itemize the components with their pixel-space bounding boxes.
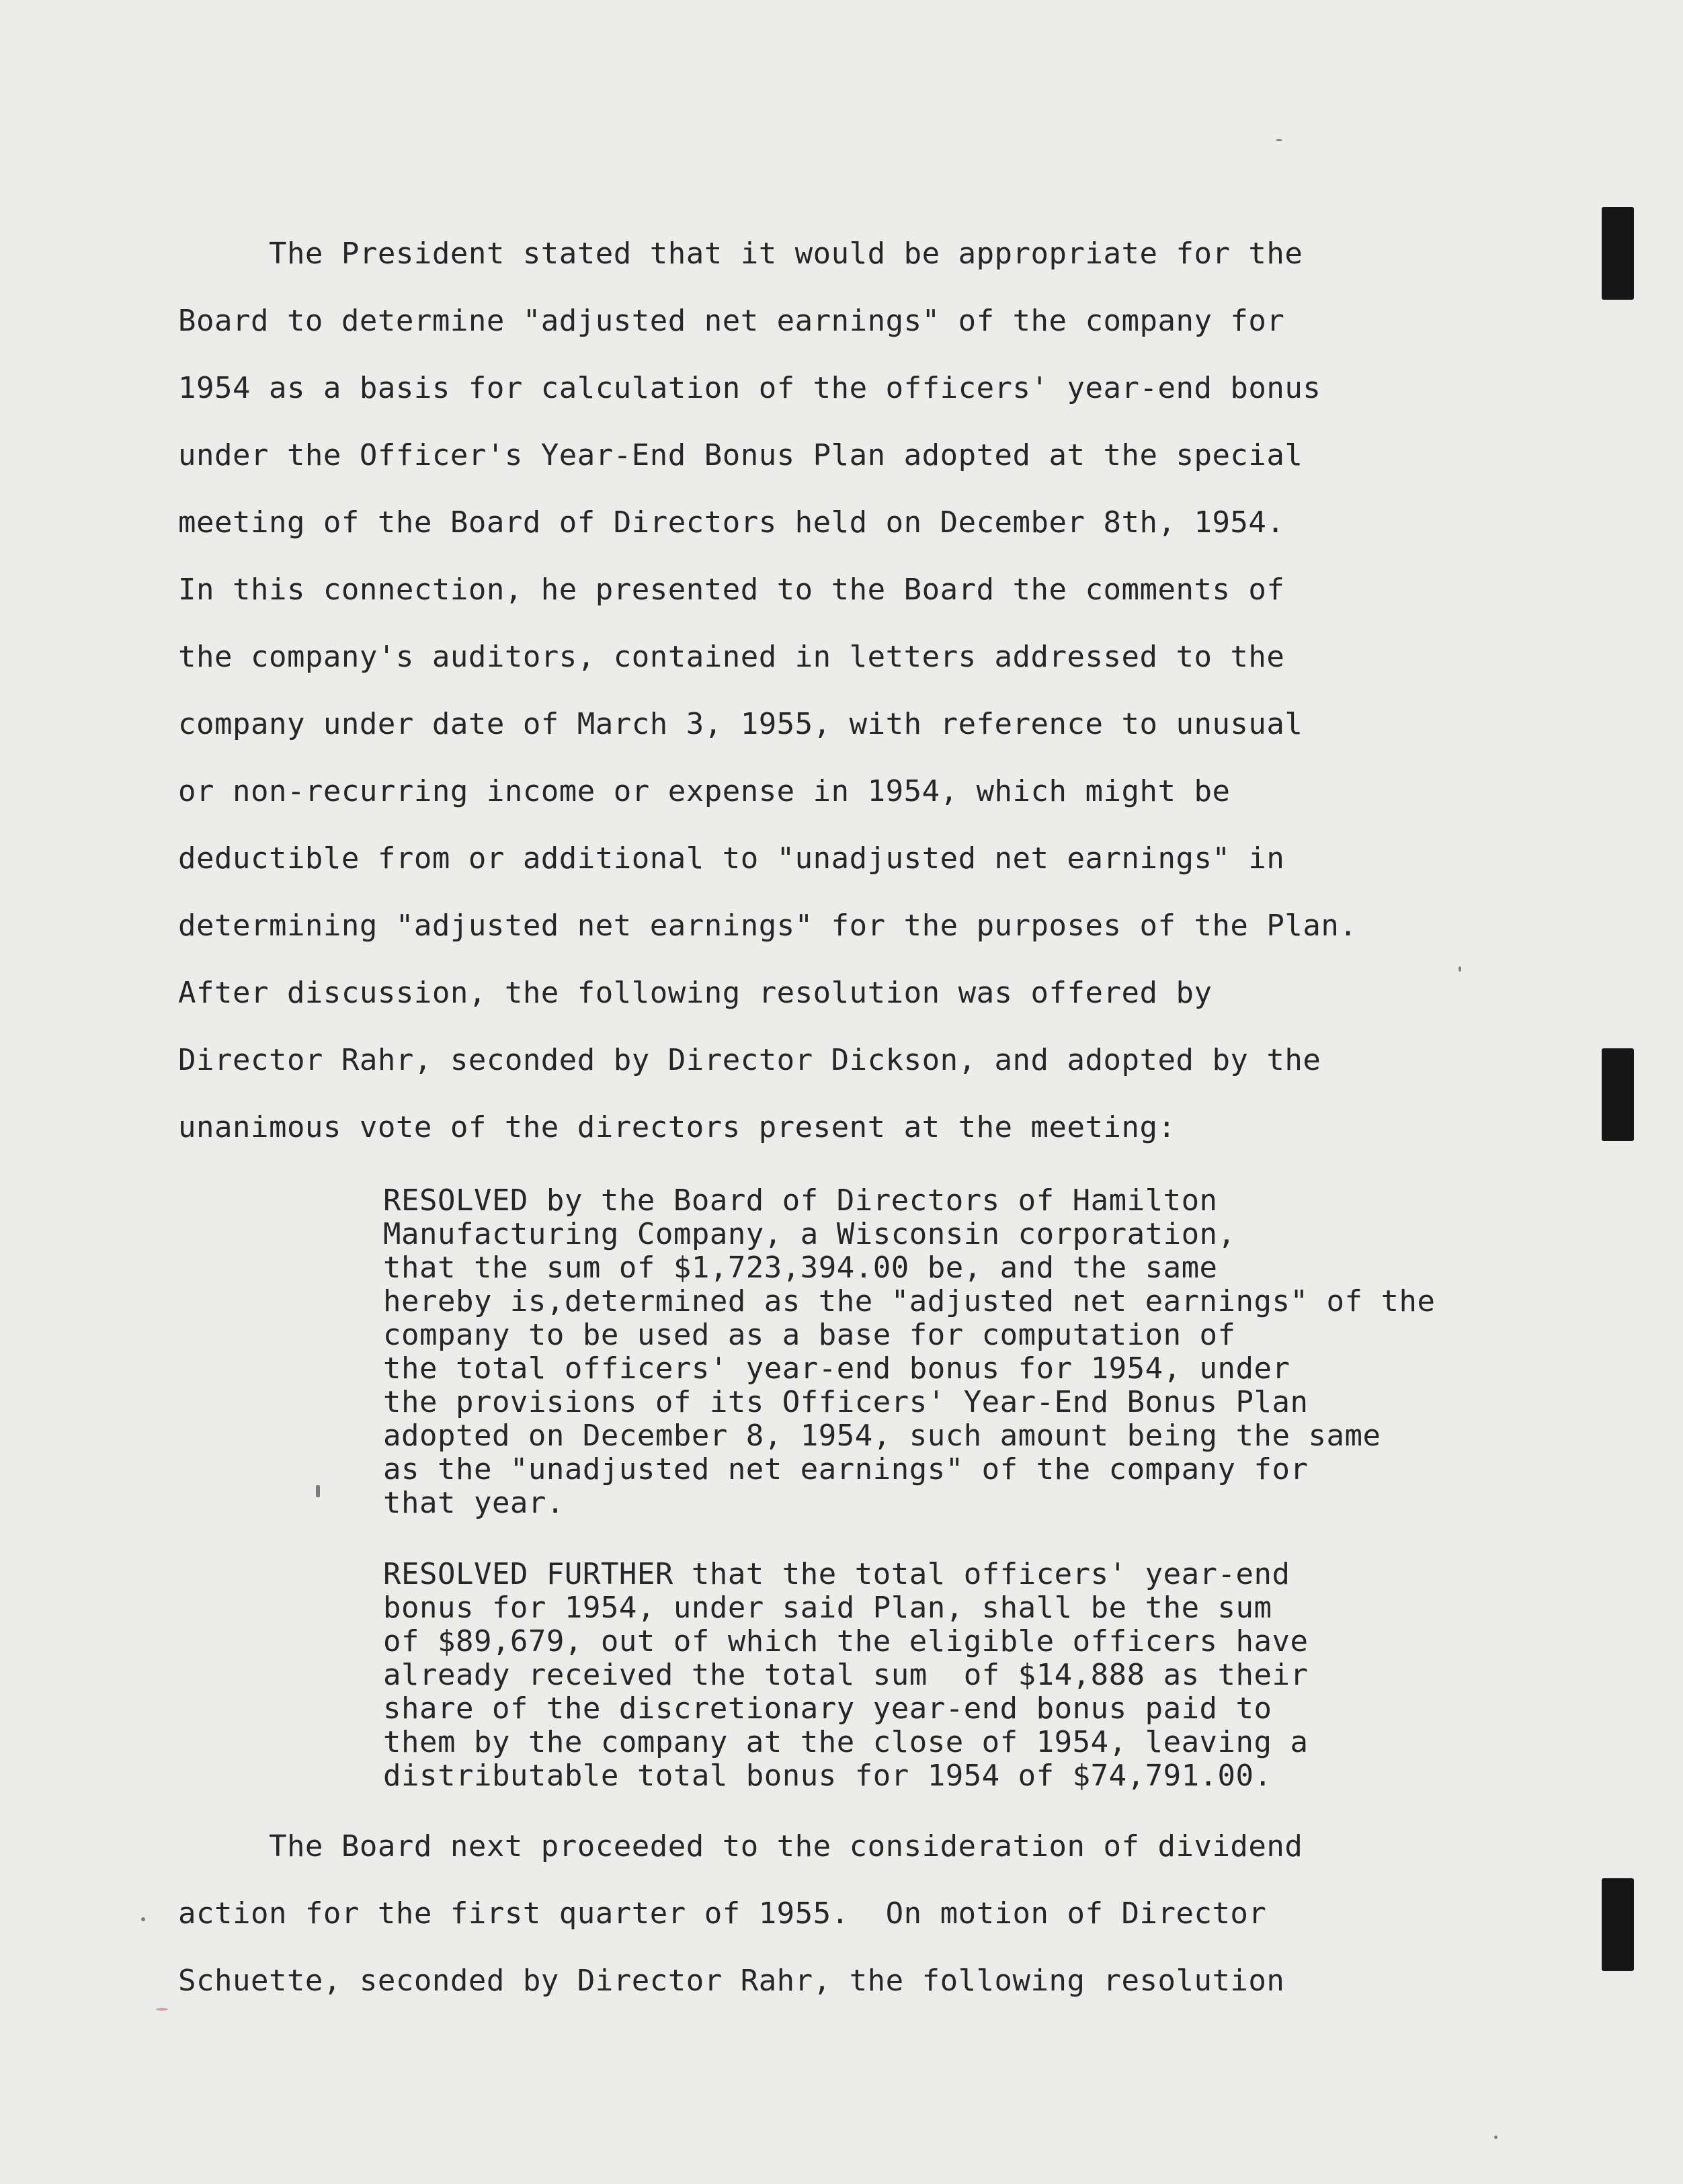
paper-speck bbox=[1494, 2136, 1497, 2139]
text-line: the company's auditors, contained in letters addressed to the bbox=[178, 640, 1285, 674]
text-line: In this connection, he presented to the Board the comments of bbox=[178, 573, 1285, 607]
text-line: distributable total bonus for 1954 of $74,791.00. bbox=[383, 1759, 1272, 1793]
paper-speck bbox=[156, 2008, 168, 2011]
text-line: them by the company at the close of 1954, leaving a bbox=[383, 1725, 1309, 1759]
text-line: under the Officer's Year-End Bonus Plan adopted at the special bbox=[178, 438, 1303, 472]
text-line: RESOLVED by the Board of Directors of Hamilton bbox=[383, 1183, 1218, 1218]
text-line: meeting of the Board of Directors held on December 8th, 1954. bbox=[178, 505, 1285, 540]
text-line: Manufacturing Company, a Wisconsin corporation, bbox=[383, 1217, 1236, 1251]
text-line: that year. bbox=[383, 1486, 565, 1520]
text-line: already received the total sum of $14,888 as their bbox=[383, 1658, 1309, 1692]
text-line: bonus for 1954, under said Plan, shall be the sum bbox=[383, 1591, 1272, 1625]
text-line: unanimous vote of the directors present at the meeting: bbox=[178, 1110, 1176, 1144]
margin-marker-middle bbox=[1602, 1048, 1634, 1141]
text-line: the total officers' year-end bonus for 1954, under bbox=[383, 1351, 1290, 1386]
text-line: Schuette, seconded by Director Rahr, the following resolution bbox=[178, 1964, 1285, 1998]
text-line: of $89,679, out of which the eligible officers have bbox=[383, 1624, 1309, 1658]
text-line: Board to determine "adjusted net earnings" of the company for bbox=[178, 304, 1285, 338]
text-line: share of the discretionary year-end bonus paid to bbox=[383, 1691, 1272, 1726]
paper-speck bbox=[1459, 966, 1461, 972]
paper-speck bbox=[1276, 139, 1282, 141]
text-line: deductible from or additional to "unadjusted net earnings" in bbox=[178, 841, 1285, 876]
text-line: adopted on December 8, 1954, such amount being the same bbox=[383, 1419, 1381, 1453]
paper-speck bbox=[141, 1917, 145, 1921]
text-line: 1954 as a basis for calculation of the officers' year-end bonus bbox=[178, 371, 1321, 405]
text-line: The Board next proceeded to the consideration of dividend bbox=[178, 1829, 1303, 1863]
text-line: RESOLVED FURTHER that the total officers' year-end bbox=[383, 1557, 1290, 1591]
paper-speck bbox=[316, 1485, 320, 1497]
text-line: determining "adjusted net earnings" for the purposes of the Plan. bbox=[178, 909, 1358, 943]
margin-marker-top bbox=[1602, 207, 1634, 300]
text-line: Director Rahr, seconded by Director Dickson, and adopted by the bbox=[178, 1043, 1321, 1077]
text-line: hereby is,determined as the "adjusted net earnings" of the bbox=[383, 1284, 1436, 1318]
text-line: action for the first quarter of 1955. On motion of Director bbox=[178, 1896, 1267, 1931]
text-line: After discussion, the following resolution was offered by bbox=[178, 976, 1213, 1010]
text-line: the provisions of its Officers' Year-End Bonus Plan bbox=[383, 1385, 1309, 1419]
text-line: The President stated that it would be appropriate for the bbox=[178, 237, 1303, 271]
text-line: or non-recurring income or expense in 1954, which might be bbox=[178, 774, 1231, 808]
text-line: as the "unadjusted net earnings" of the company for bbox=[383, 1452, 1309, 1486]
text-line: that the sum of $1,723,394.00 be, and the same bbox=[383, 1251, 1218, 1285]
text-line: company to be used as a base for computation of bbox=[383, 1318, 1236, 1352]
text-line: company under date of March 3, 1955, with reference to unusual bbox=[178, 707, 1303, 741]
margin-marker-bottom bbox=[1602, 1878, 1634, 1971]
